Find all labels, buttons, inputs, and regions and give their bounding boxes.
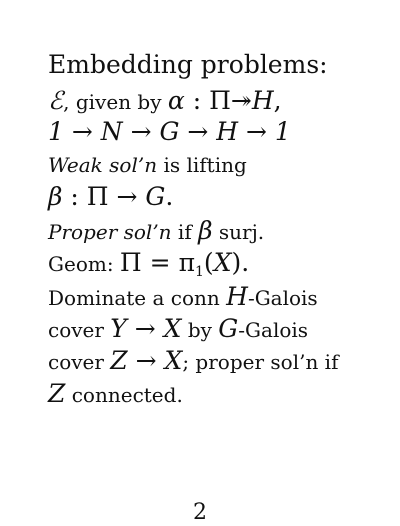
proper-soln-if-text: ; proper sol’n if bbox=[182, 350, 339, 374]
open-paren: ( bbox=[203, 248, 214, 277]
if-text: if bbox=[171, 220, 199, 244]
g-symbol: G bbox=[145, 182, 166, 211]
period: . bbox=[165, 182, 174, 211]
comma: , bbox=[273, 86, 282, 115]
dominate-text: Dominate a conn bbox=[48, 286, 227, 310]
h-symbol: H bbox=[226, 282, 248, 311]
page-number: 2 bbox=[193, 500, 207, 525]
beta-symbol: β bbox=[198, 216, 213, 245]
y-symbol: Y bbox=[110, 314, 127, 343]
h-symbol: H bbox=[251, 86, 274, 115]
z-symbol: Z bbox=[110, 346, 128, 375]
dominate-line bbox=[48, 282, 318, 313]
surj-text: surj. bbox=[212, 220, 265, 244]
subscript-one: 1 bbox=[195, 264, 204, 280]
is-lifting-text: is lifting bbox=[157, 153, 247, 177]
exact-sequence: 1 → N → G → H → 1 bbox=[48, 117, 291, 146]
lifting-map bbox=[48, 182, 173, 212]
slide-title: Embedding problems: bbox=[48, 50, 328, 79]
beta-symbol: β bbox=[48, 182, 63, 211]
connected-text: connected. bbox=[65, 383, 183, 407]
given-by-text: , given by bbox=[63, 90, 168, 114]
x-symbol: X bbox=[164, 346, 183, 375]
cover-text: cover bbox=[48, 350, 111, 374]
pi-equality: Π = π bbox=[119, 248, 195, 277]
script-e-symbol: ℰ bbox=[48, 86, 64, 115]
lifting-arrow: : Π → bbox=[62, 182, 146, 211]
close-paren: ). bbox=[231, 248, 250, 277]
geom-label: Geom: bbox=[48, 252, 120, 276]
cover-z-line bbox=[48, 346, 338, 377]
proper-solution-term: Proper sol’n bbox=[48, 220, 172, 244]
galois-text: -Galois bbox=[247, 286, 318, 310]
surjection-map: : Π↠ bbox=[184, 86, 252, 115]
weak-solution-line bbox=[48, 150, 247, 180]
embedding-problem-definition bbox=[48, 86, 282, 117]
x-symbol: X bbox=[163, 314, 182, 343]
by-text: by bbox=[181, 318, 219, 342]
proper-solution-line bbox=[48, 216, 264, 247]
connected-line bbox=[48, 379, 183, 410]
weak-solution-term: Weak sol’n bbox=[48, 153, 158, 177]
g-symbol: G bbox=[218, 314, 239, 343]
cover-text: cover bbox=[48, 318, 111, 342]
x-symbol: X bbox=[213, 248, 232, 277]
arrow: → bbox=[127, 346, 165, 375]
alpha-symbol: α bbox=[167, 86, 185, 115]
z-symbol: Z bbox=[48, 379, 66, 408]
arrow: → bbox=[126, 314, 164, 343]
cover-y-line bbox=[48, 314, 308, 345]
galois-text: -Galois bbox=[238, 318, 309, 342]
